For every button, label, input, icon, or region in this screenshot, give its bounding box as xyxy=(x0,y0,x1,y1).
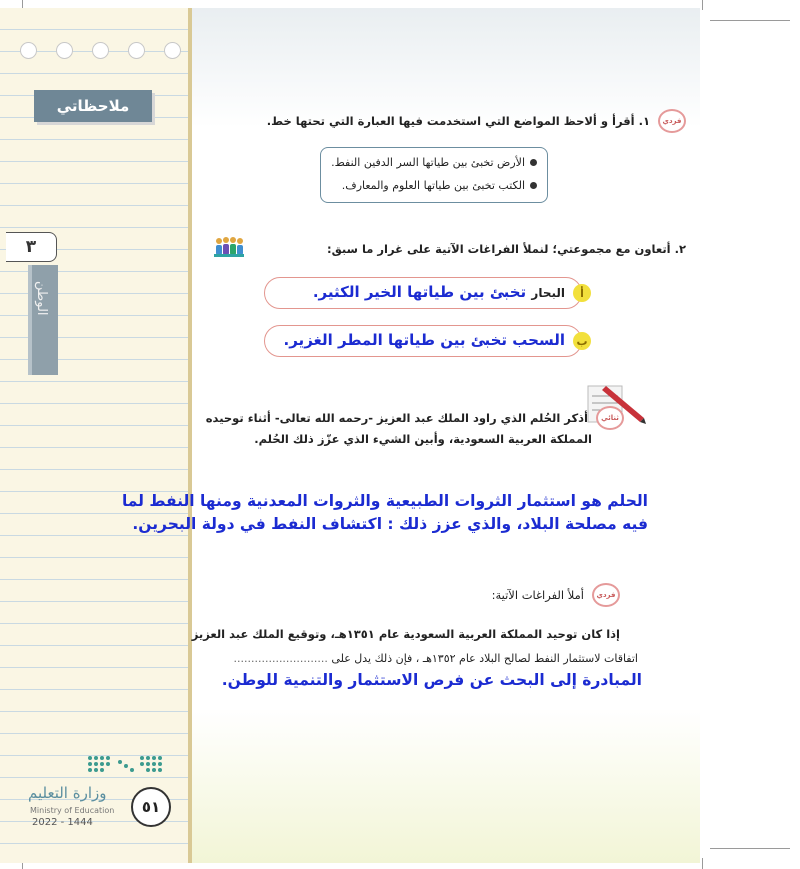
notes-sidebar xyxy=(0,8,190,863)
individual-badge: فردي xyxy=(658,109,686,133)
unit-label: الوطن xyxy=(34,281,49,316)
binder-hole xyxy=(56,42,73,59)
q3-answer-line1: الحلم هو استثمار الثروات الطبيعية والثروات المعدنية ومنها النفط لما xyxy=(121,492,648,510)
q2-text: ٢. أتعاون مع مجموعتي؛ لنملأ الفراغات الآتية على غرار ما سبق: xyxy=(326,242,686,256)
example-item: الأرض تخبئ بين طياتها السر الدفين النفط. xyxy=(327,151,537,174)
q1-text: ١. أقرأ و ألاحظ المواضع التي استخدمت فيها العبارة التي تحتها خط. xyxy=(266,114,650,128)
pair-badge: ثنائي xyxy=(596,406,624,430)
q1-row xyxy=(267,109,686,133)
q2-row xyxy=(327,242,686,256)
q3-line2: المملكة العربية السعودية، وأبين الشيء الذي عزّز ذلك الحُلم. xyxy=(254,432,592,446)
answer-a-prefix: البحار xyxy=(531,286,565,300)
answer-a-value: تخبئ بين طياتها الخير الكثير. xyxy=(312,283,527,301)
ministry-logo xyxy=(18,754,178,834)
crop-mark xyxy=(710,20,790,21)
binder-hole xyxy=(128,42,145,59)
answer-b-value: السحب تخبئ بين طياتها المطر الغزير. xyxy=(283,331,565,349)
crop-mark xyxy=(710,848,790,849)
q3-answer-line2: فيه مصلحة البلاد، والذي عزز ذلك : اكتشاف النفط في دولة البحرين. xyxy=(132,515,648,533)
unit-number: ٣ xyxy=(6,232,57,262)
individual-badge: فردي xyxy=(592,583,620,607)
academic-year: 2022 - 1444 xyxy=(32,817,93,828)
q4-line1: إذا كان توحيد المملكة العربية السعودية عام ١٣٥١هـ، وتوقيع الملك عبد العزيز xyxy=(191,627,620,641)
unit-tab xyxy=(28,265,58,375)
answer-a-box[interactable] xyxy=(264,277,582,309)
binder-hole xyxy=(20,42,37,59)
group-work-icon xyxy=(214,236,244,258)
lesson-content xyxy=(121,8,700,863)
ministry-name-en: Ministry of Education xyxy=(30,806,115,815)
answer-b-label: ب xyxy=(573,332,591,350)
ministry-name-ar: وزارة التعليم xyxy=(28,784,107,802)
q4-line2-text: اتفاقات لاستثمار النفط لصالح البلاد عام ١٣٥٢هـ ، فإن ذلك يدل على xyxy=(331,652,638,665)
examples-box xyxy=(320,147,548,203)
answer-a-text xyxy=(313,283,565,301)
textbook-page xyxy=(0,8,700,863)
q4-title: أملأ الفراغات الآتية: xyxy=(491,588,584,602)
notes-title: ملاحظاتي xyxy=(34,90,152,122)
crop-mark xyxy=(702,858,703,869)
page-number: ٥١ xyxy=(131,787,171,827)
q4-line2 xyxy=(233,652,638,665)
crop-mark xyxy=(702,0,703,10)
q4-answer: المبادرة إلى البحث عن فرص الاستثمار والتنمية للوطن. xyxy=(221,671,642,689)
answer-a-label: أ xyxy=(573,284,591,302)
q4-row xyxy=(492,583,620,607)
binder-hole xyxy=(92,42,109,59)
q4-fill-dots: ........................... xyxy=(233,652,328,665)
example-item: الكتب تخبئ بين طياتها العلوم والمعارف. xyxy=(327,174,537,197)
ministry-logo-icon xyxy=(86,754,166,782)
answer-b-box[interactable] xyxy=(264,325,588,357)
q3-line1: أذكر الحُلم الذي راود الملك عبد العزيز -رحمه الله تعالى- أثناء توحيده xyxy=(205,411,588,425)
binder-hole xyxy=(164,42,181,59)
q3-row xyxy=(206,406,624,430)
